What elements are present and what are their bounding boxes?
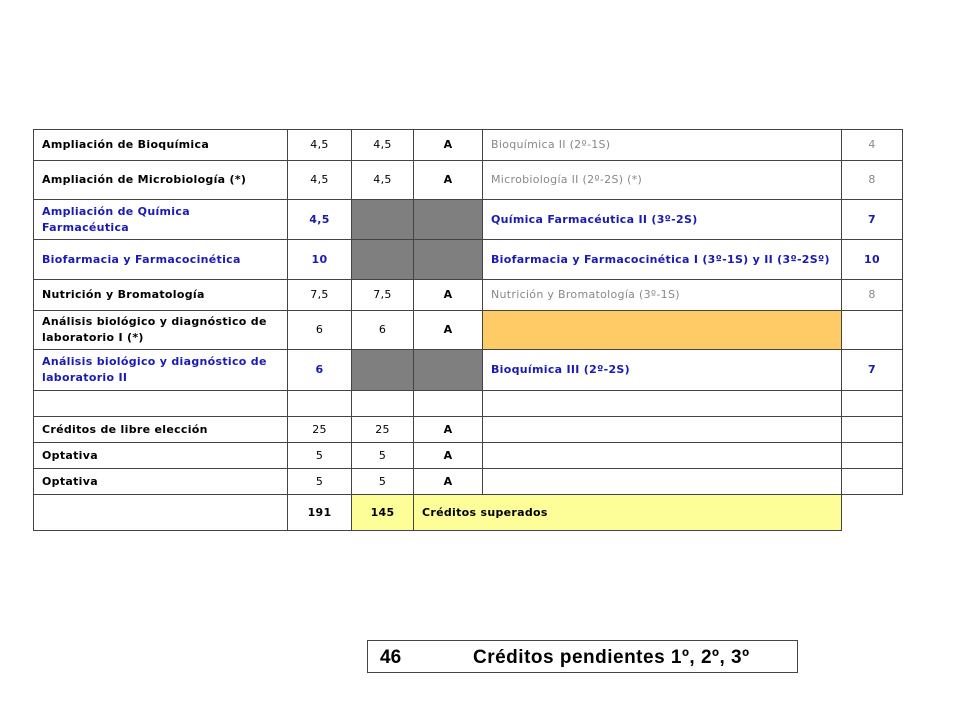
totals-row (34, 495, 903, 531)
passed-credits-label-text: Créditos superados (422, 505, 548, 519)
table-row (34, 161, 903, 200)
credits-original: 6 (288, 350, 352, 391)
table-row (34, 417, 903, 443)
equivalent-credits: 7 (842, 350, 903, 391)
gray-cell (352, 350, 414, 391)
course-name: Optativa (34, 469, 288, 495)
empty-cell (352, 391, 414, 417)
gray-cell (414, 200, 483, 240)
credits-recognized: 4,5 (352, 130, 414, 161)
orange-cell (483, 311, 842, 350)
credits-original: 7,5 (288, 280, 352, 311)
credits-recognized: 6 (352, 311, 414, 350)
credits-original: 4,5 (288, 161, 352, 200)
grade: A (414, 311, 483, 350)
credits-recognized: 7,5 (352, 280, 414, 311)
table-row (34, 350, 903, 391)
course-name: Ampliación de Química Farmacéutica (34, 200, 288, 240)
grade: A (414, 469, 483, 495)
credits-original: 4,5 (288, 200, 352, 240)
equivalent-subject: Nutrición y Bromatología (3º-1S) (483, 280, 842, 311)
empty-cell (483, 417, 842, 443)
equivalent-subject: Microbiología II (2º-2S) (*) (483, 161, 842, 200)
passed-credits-label (414, 495, 842, 531)
equivalent-subject: Química Farmacéutica II (3º-2S) (483, 200, 842, 240)
table-row (34, 130, 903, 161)
table-row (34, 200, 903, 240)
credits-original: 5 (288, 469, 352, 495)
pending-credits-box (367, 640, 798, 673)
table-row (34, 469, 903, 495)
table-row (34, 391, 903, 417)
grade: A (414, 161, 483, 200)
empty-cell (288, 391, 352, 417)
grade: A (414, 130, 483, 161)
table-row (34, 443, 903, 469)
credits-original: 25 (288, 417, 352, 443)
empty-cell (842, 495, 903, 531)
equivalent-credits: 8 (842, 161, 903, 200)
empty-cell (842, 443, 903, 469)
grade: A (414, 443, 483, 469)
course-name: Ampliación de Microbiología (*) (34, 161, 288, 200)
empty-cell (842, 417, 903, 443)
equivalent-credits: 8 (842, 280, 903, 311)
equivalent-credits: 4 (842, 130, 903, 161)
empty-cell (34, 391, 288, 417)
total-credits: 191 (288, 495, 352, 531)
course-name: Créditos de libre elección (34, 417, 288, 443)
table-row (34, 280, 903, 311)
credits-original: 5 (288, 443, 352, 469)
empty-cell (842, 391, 903, 417)
empty-cell (483, 469, 842, 495)
grade: A (414, 417, 483, 443)
course-name: Optativa (34, 443, 288, 469)
course-name: Nutrición y Bromatología (34, 280, 288, 311)
gray-cell (414, 350, 483, 391)
course-name: Análisis biológico y diagnóstico de laboratorio II (34, 350, 288, 391)
credits-recognized: 5 (352, 469, 414, 495)
empty-cell (414, 391, 483, 417)
credits-recognized: 5 (352, 443, 414, 469)
pending-credits-value: 46 (380, 647, 402, 668)
course-name: Ampliación de Bioquímica (34, 130, 288, 161)
credits-original: 4,5 (288, 130, 352, 161)
empty-cell (34, 495, 288, 531)
course-name: Biofarmacia y Farmacocinética (34, 240, 288, 280)
grade: A (414, 280, 483, 311)
credits-recognized: 25 (352, 417, 414, 443)
table-row (34, 311, 903, 350)
empty-cell (842, 311, 903, 350)
credits-recognized: 4,5 (352, 161, 414, 200)
gray-cell (414, 240, 483, 280)
equivalent-subject: Biofarmacia y Farmacocinética I (3º-1S) y II (3º-2Sº) (483, 240, 842, 280)
credits-original: 10 (288, 240, 352, 280)
credits-original: 6 (288, 311, 352, 350)
gray-cell (352, 200, 414, 240)
equivalent-credits: 7 (842, 200, 903, 240)
course-name: Análisis biológico y diagnóstico de laboratorio I (*) (34, 311, 288, 350)
gray-cell (352, 240, 414, 280)
table-row (34, 240, 903, 280)
equivalent-credits: 10 (842, 240, 903, 280)
credits-table (33, 129, 903, 531)
empty-cell (483, 391, 842, 417)
pending-credits-label: Créditos pendientes 1º, 2º, 3º (473, 647, 750, 668)
equivalent-subject: Bioquímica III (2º-2S) (483, 350, 842, 391)
passed-credits: 145 (352, 495, 414, 531)
empty-cell (483, 443, 842, 469)
empty-cell (842, 469, 903, 495)
equivalent-subject: Bioquímica II (2º-1S) (483, 130, 842, 161)
